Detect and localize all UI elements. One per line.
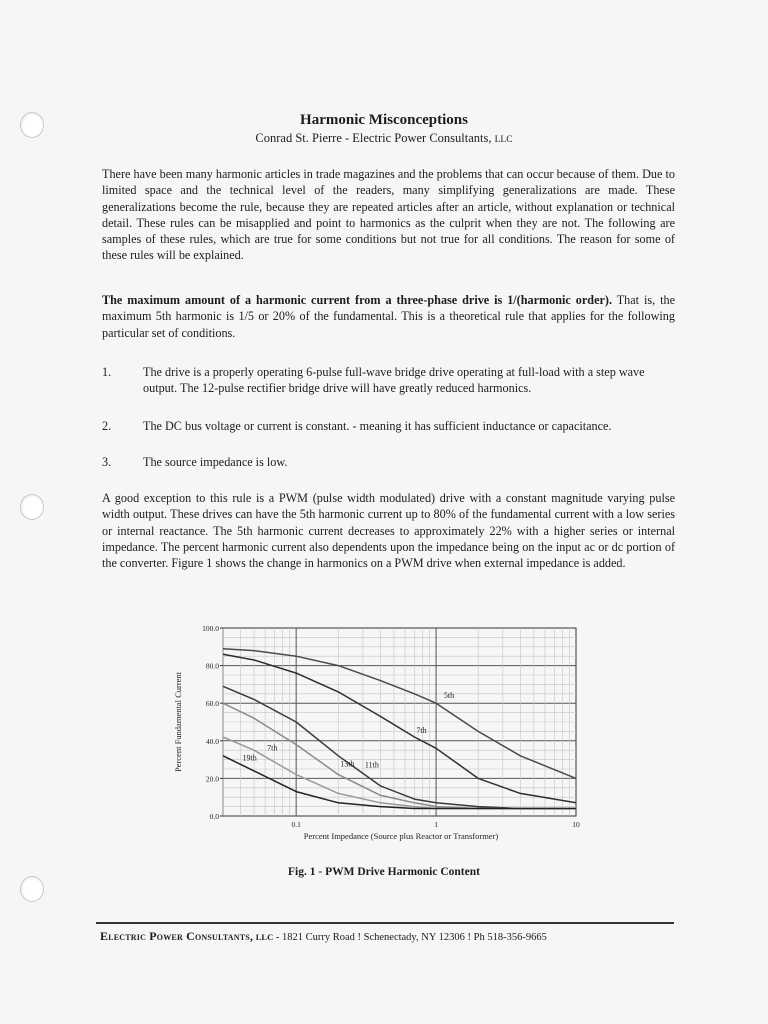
intro-paragraph: There have been many harmonic articles in trade magazines and the problems that can occur because of them. Due to limited space and the technical level of the readers, many simplifying generalizations are made. These generalizations become the rule, because they are repeated articles after an article, without explanation or technical detail. These rules can be misapplied and point to harmonics as the culprit when they are not. The following are samples of these rules, which are true for some conditions but not true for all conditions. The reason for some of these rules will be explained.	[102, 167, 675, 263]
chart-series	[223, 649, 576, 809]
harmonic-chart	[168, 618, 588, 848]
page-subtitle	[0, 131, 768, 146]
condition-text: The drive is a properly operating 6-pulse full-wave bridge drive operating at full-load with a step wave output. The 12-pulse rectifier bridge drive will have greatly reduced harmonics.	[143, 365, 645, 396]
footer-llc: LLC	[255, 932, 274, 942]
exception-paragraph: A good exception to this rule is a PWM (pulse width modulated) drive with a constant magnitude varying pulse width output. These drives can have the 5th harmonic current up to 80% of the fundamental current with a low series or internal reactance. The 5th harmonic current decreases to approximately 22% with a higher series or internal impedance. The percent harmonic current also dependents upon the impedance being on the input ac or dc portion of the converter. Figure 1 shows the change in harmonics on a PWM drive when external impedance is added.	[102, 491, 675, 571]
rule-statement: The maximum amount of a harmonic current from a three-phase drive is 1/(harmonic order).	[102, 293, 612, 307]
binder-hole	[20, 876, 44, 902]
author-line: Conrad St. Pierre - Electric Power Consultants,	[255, 131, 492, 145]
series-line-5th	[223, 649, 576, 779]
rule-explanation: That is, the maximum 5th harmonic is 1/5 or 20% of the fundamental. This is a theoretical rule that applies for the following particular set of conditions.	[102, 293, 675, 340]
footer-divider	[96, 922, 674, 924]
footer-company: Electric Power Consultants,	[100, 929, 254, 943]
y-tick-label: 0.0	[209, 812, 219, 821]
chart-grid	[223, 628, 576, 816]
page-title: Harmonic Misconceptions	[300, 112, 468, 128]
series-label: 19th	[242, 753, 257, 763]
condition-item-2	[102, 418, 675, 436]
y-tick-label: 20.0	[205, 774, 219, 784]
footer	[100, 929, 680, 944]
rule-paragraph	[102, 292, 675, 341]
condition-item-3	[102, 454, 675, 472]
chart-y-label: Percent Fundamental Current	[173, 671, 183, 773]
x-tick-label: 1	[434, 820, 438, 829]
series-line-7th	[223, 654, 576, 803]
condition-number: 2.	[102, 419, 112, 433]
y-tick-label: 60.0	[205, 699, 219, 709]
figure-caption: Fig. 1 - PWM Drive Harmonic Content	[288, 866, 480, 878]
condition-text: The DC bus voltage or current is constant. - meaning it has sufficient inductance or capacitance.	[143, 419, 612, 433]
condition-number: 3.	[102, 455, 112, 469]
y-tick-label: 100.0	[202, 624, 219, 633]
condition-item-1	[102, 364, 675, 398]
x-tick-label: 0.1	[291, 820, 301, 829]
x-tick-label: 10	[572, 820, 580, 829]
footer-contact: - 1821 Curry Road ! Schenectady, NY 12306 ! Ph 518-356-9665	[273, 932, 547, 943]
y-tick-label: 40.0	[205, 736, 219, 746]
harmonic-chart-svg	[168, 618, 588, 848]
binder-hole	[20, 494, 44, 520]
series-label: 13th	[340, 759, 355, 769]
y-tick-label: 80.0	[205, 661, 219, 671]
series-label: 7th	[416, 726, 427, 736]
condition-text: The source impedance is low.	[143, 455, 288, 469]
series-label: 11th	[364, 760, 379, 770]
author-llc: LLC	[494, 135, 513, 145]
chart-x-label: Percent Impedance (Source plus Reactor or Transformer)	[303, 831, 499, 841]
series-label: 7th	[267, 743, 278, 753]
series-label: 5th	[443, 691, 455, 701]
condition-number: 1.	[102, 365, 112, 379]
